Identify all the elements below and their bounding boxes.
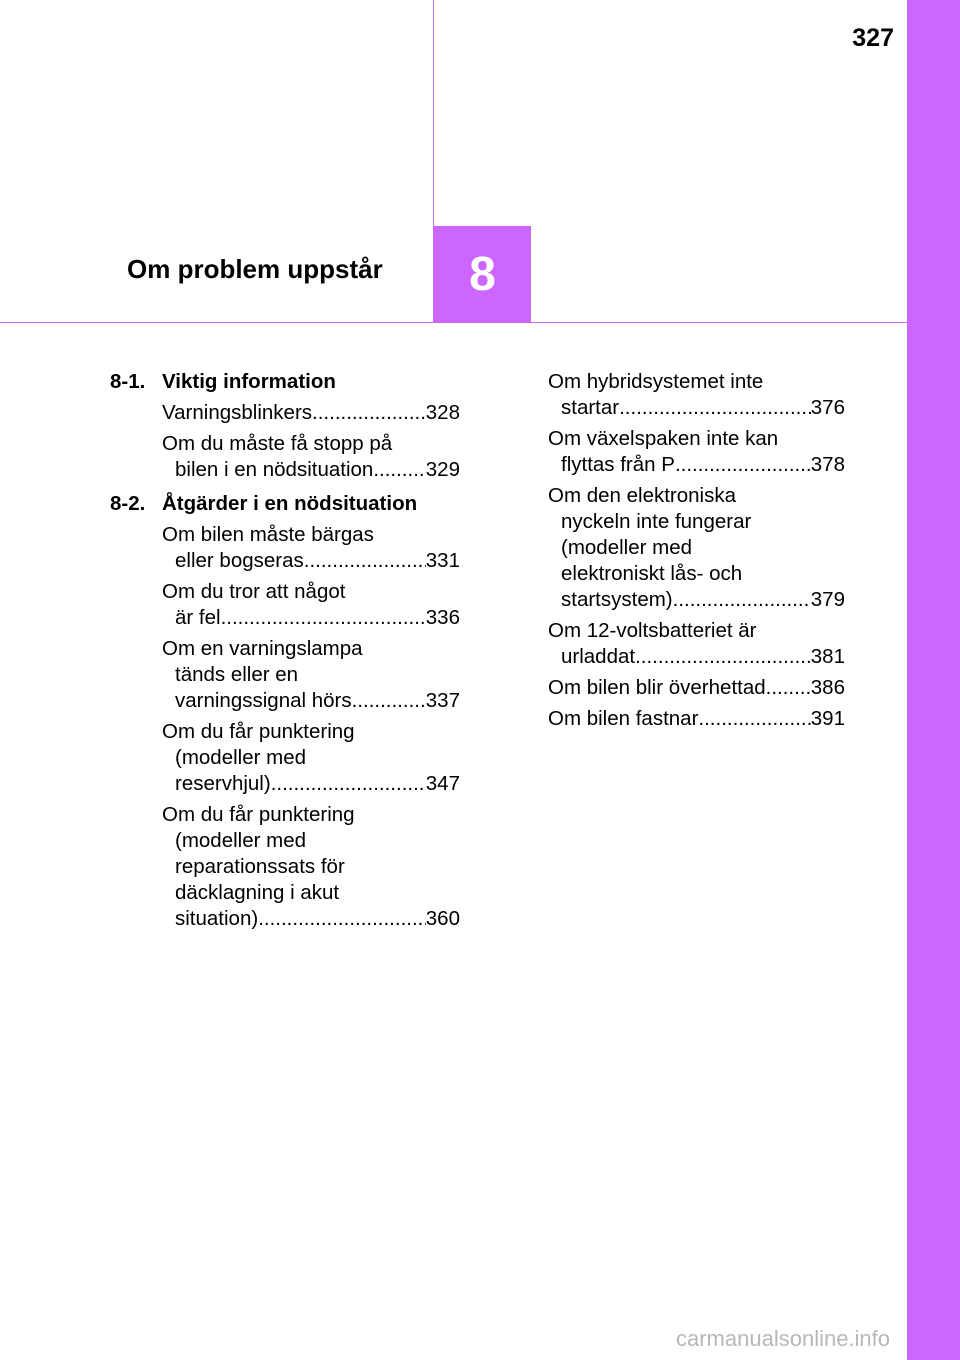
toc-entry-text: Om bilen blir överhettad: [548, 676, 766, 699]
toc-entry-text: (modeller med: [561, 536, 693, 559]
toc-page-number: 376: [810, 396, 845, 419]
toc-entry[interactable]: [162, 719, 460, 797]
section-number: 8-2.: [110, 492, 146, 515]
toc-entry[interactable]: [548, 706, 845, 732]
toc-entry-text: startar: [561, 396, 620, 419]
toc-entry[interactable]: [548, 369, 845, 421]
toc-entry-text: Om den elektroniska: [548, 484, 737, 507]
toc-page-number: 331: [425, 549, 460, 572]
dot-leader: [271, 771, 426, 797]
toc-entry-text: (modeller med: [175, 829, 307, 852]
toc-page-number: 337: [425, 689, 460, 712]
section-heading[interactable]: [110, 491, 460, 517]
toc-entry[interactable]: [548, 618, 845, 670]
toc-entry-text: Om hybridsystemet inte: [548, 370, 764, 393]
toc-left-column: [110, 369, 460, 940]
toc-entry-text: Om du tror att något: [162, 580, 346, 603]
toc-page-number: 381: [810, 645, 845, 668]
chapter-number: 8: [469, 248, 496, 301]
chapter-side-strip: [907, 0, 960, 1360]
chapter-title: Om problem uppstår: [127, 254, 383, 284]
toc-entry-text: situation): [175, 907, 259, 930]
toc-entry-text: (modeller med: [175, 746, 307, 769]
section-entries: [110, 400, 460, 483]
toc-entry-line: [548, 452, 845, 478]
dot-leader: [619, 395, 811, 421]
toc-entry[interactable]: [162, 802, 460, 932]
toc-entry[interactable]: [162, 636, 460, 714]
toc-right-column: [548, 369, 845, 737]
toc-entry-line: [548, 706, 845, 732]
toc-entry-text: elektroniskt lås- och: [561, 562, 743, 585]
dot-leader: [698, 706, 810, 732]
dot-leader: [373, 457, 425, 483]
chapter-number-box: [434, 226, 531, 323]
toc-entry-line: [162, 688, 460, 714]
toc-entry[interactable]: [548, 426, 845, 478]
toc-entry[interactable]: [162, 400, 460, 426]
toc-entry[interactable]: [162, 522, 460, 574]
toc-entry-text: däcklagning i akut: [175, 881, 340, 904]
dot-leader: [304, 548, 426, 574]
toc-entry-text: reservhjul): [175, 772, 271, 795]
toc-entry-text: varningssignal hörs: [175, 689, 352, 712]
toc-page-number: 336: [425, 606, 460, 629]
toc-entry-text: nyckeln inte fungerar: [561, 510, 752, 533]
dot-leader: [766, 675, 811, 701]
toc-entry-text: flyttas från P: [561, 453, 675, 476]
watermark: carmanualsonline.info: [676, 1326, 891, 1351]
toc-page-number: 328: [425, 401, 460, 424]
toc-page-number: 379: [810, 588, 845, 611]
dot-leader: [312, 400, 426, 426]
toc-page-number: 347: [425, 772, 460, 795]
toc-entry-text: startsystem): [561, 588, 673, 611]
toc-entry-line: [162, 906, 460, 932]
dot-leader: [673, 587, 811, 613]
toc-entry-line: [548, 644, 845, 670]
toc-entry[interactable]: [162, 579, 460, 631]
toc-entry-text: Om bilen fastnar: [548, 707, 699, 730]
toc-section: [110, 491, 460, 932]
dot-leader: [221, 605, 426, 631]
toc-entry-line: [162, 771, 460, 797]
section-entries: [110, 522, 460, 932]
toc-entry[interactable]: [162, 431, 460, 483]
toc-page-number: 386: [810, 676, 845, 699]
toc-entry-line: [162, 457, 460, 483]
toc-entry-text: eller bogseras: [175, 549, 304, 572]
toc-page-number: 360: [425, 907, 460, 930]
page-number: 327: [852, 24, 894, 52]
dot-leader: [258, 906, 426, 932]
toc-entry-text: Om en varningslampa: [162, 637, 363, 660]
toc-page-number: 378: [810, 453, 845, 476]
toc-entry-text: Om växelspaken inte kan: [548, 427, 779, 450]
toc-entry[interactable]: [548, 483, 845, 613]
toc-entry-text: är fel: [175, 606, 221, 629]
toc-entry-text: Om du måste få stopp på: [162, 432, 393, 455]
toc-entry-line: [162, 548, 460, 574]
toc-entry-text: Om du får punktering: [162, 803, 355, 826]
toc-entry-text: Varningsblinkers: [162, 401, 313, 424]
toc-page-number: 391: [810, 707, 845, 730]
section-title: Viktig information: [162, 370, 336, 393]
dot-leader: [675, 452, 811, 478]
toc-entry[interactable]: [548, 675, 845, 701]
toc-entry-line: [548, 675, 845, 701]
section-heading[interactable]: [110, 369, 460, 395]
section-title: Åtgärder i en nödsituation: [162, 492, 418, 515]
dot-leader: [352, 688, 426, 714]
section-number: 8-1.: [110, 370, 146, 393]
toc-entry-line: [548, 395, 845, 421]
toc-entry-text: bilen i en nödsituation: [175, 458, 374, 481]
toc-entry-text: urladdat: [561, 645, 636, 668]
toc-page-number: 329: [425, 458, 460, 481]
toc-entry-line: [162, 400, 460, 426]
toc-entry-line: [548, 587, 845, 613]
dot-leader: [635, 644, 811, 670]
toc-entry-line: [162, 605, 460, 631]
toc-entry-text: reparationssats för: [175, 855, 345, 878]
toc-entry-text: Om bilen måste bärgas: [162, 523, 374, 546]
toc-section: [110, 369, 460, 483]
toc-entry-text: Om du får punktering: [162, 720, 355, 743]
toc-entry-text: tänds eller en: [175, 663, 299, 686]
toc-entry-text: Om 12-voltsbatteriet är: [548, 619, 757, 642]
